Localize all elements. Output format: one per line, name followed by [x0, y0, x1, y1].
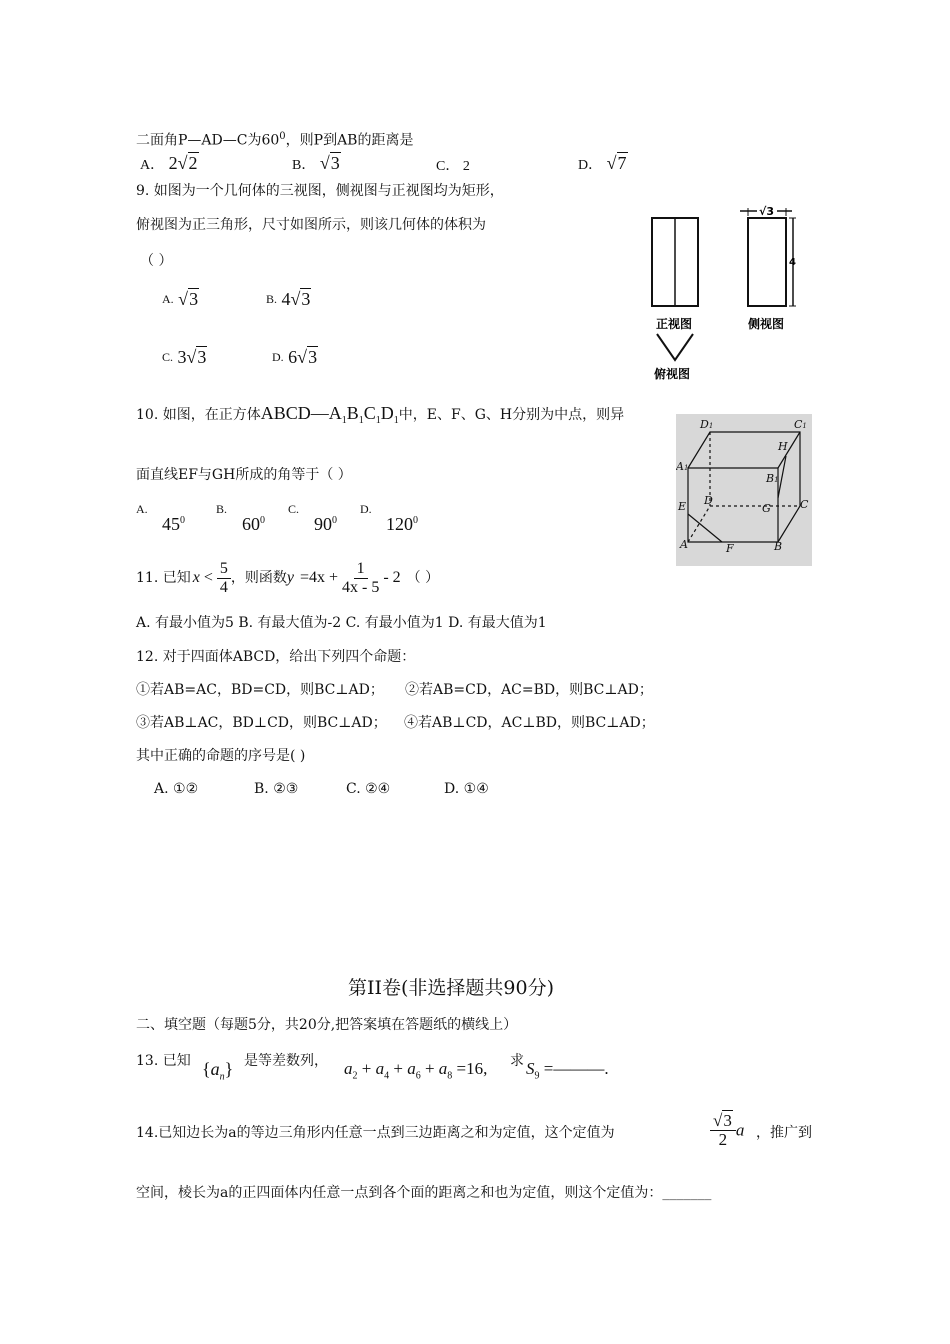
q12-proposition-4: ④若AB⊥CD，AC⊥BD，则BC⊥AD； [404, 715, 655, 731]
svg-text:C1: C1 [794, 418, 807, 431]
q8-option-a: A． 2√2 [140, 153, 198, 173]
three-view-figure [640, 200, 810, 385]
cube-figure-bg [676, 414, 812, 566]
side-view-label: 侧视图 [748, 317, 785, 331]
section-title: 第II卷(非选择题共90分) [348, 977, 555, 999]
svg-text:D: D [704, 494, 713, 507]
q10-option-d-value: $120^0$ [386, 514, 418, 534]
fill-section-title: 二、填空题（每题5分，共20分,把答案填在答题纸的横线上） [136, 1017, 518, 1033]
svg-text:H: H [778, 440, 788, 453]
q10-option-c-value: $90^0$ [314, 514, 337, 534]
q8-option-d: D． √7 [578, 153, 627, 173]
q9-option-a: $^{A.}$ √3 [162, 289, 199, 309]
svg-text:C: C [800, 498, 809, 511]
q12-option-d: D. ①④ [444, 781, 489, 797]
dim-height-label: 4 [789, 257, 796, 268]
svg-text:D1: D1 [700, 418, 714, 431]
q10-option-b: B. [216, 502, 228, 516]
q10-line2: 面直线EF与GH所成的角等于（ ） [136, 467, 352, 483]
q8-stem: 二面角P—AD—C为$60^0$，则P到AB的距离是 [136, 131, 414, 149]
q11-stem: 11. 已知 x < $\frac{5}{4}$ ，则函数 y =4x + $\frac{1}{4x - 5}$ - 2 （ ） [136, 559, 440, 596]
q13-sum: $S_9$ =———. [526, 1059, 609, 1082]
svg-text:B: B [774, 540, 783, 553]
q9-option-c: $^{C.}$ 3√3 [162, 347, 207, 367]
dim-width-label: √3 [759, 205, 774, 218]
q12-option-b: B. ②③ [254, 781, 299, 797]
q12-proposition-2: ②若AB=CD，AC=BD，则BC⊥AD； [405, 682, 653, 698]
q12-proposition-1: ①若AB=AC，BD=CD，则BC⊥AD； [136, 682, 384, 698]
q12-stem: 12. 对于四面体ABCD，给出下列四个命题： [136, 649, 416, 665]
svg-text:F: F [726, 542, 734, 555]
q13-mid: 是等差数列， [244, 1053, 328, 1069]
q9-line2: 俯视图为正三角形，尺寸如图所示，则该几何体的体积为 [136, 217, 486, 233]
q13-prefix: 13. 已知 [136, 1053, 191, 1069]
q13-expression: $a_2 + a_4 + a_6 + a_8 =16$, [344, 1059, 488, 1082]
svg-text:G: G [762, 502, 771, 515]
q10-option-a-value: $45^0$ [162, 514, 185, 534]
q9-option-d: $^{D.}$ 6√3 [272, 347, 318, 367]
svg-text:E: E [678, 500, 687, 513]
svg-text:B1: B1 [766, 472, 779, 485]
svg-text:A: A [680, 538, 688, 551]
q12-option-c: C. ②④ [346, 781, 391, 797]
q9-option-b: $^{B.}$ 4√3 [266, 289, 311, 309]
q14-line1: 14.已知边长为a的等边三角形内任意一点到三边距离之和为定值，这个定值为 [136, 1125, 615, 1141]
q10-option-a: A. [136, 502, 148, 516]
q9-line1: 9. 如图为一个几何体的三视图，侧视图与正视图均为矩形， [136, 183, 504, 199]
q8-option-c: C． 2 [436, 159, 470, 174]
q10-option-d: D. [360, 502, 372, 516]
q12-ask: 其中正确的命题的序号是( ) [136, 748, 306, 764]
q11-options: A. 有最小值为5 B. 有最大值为-2 C. 有最小值为1 D. 有最大值为1 [136, 615, 547, 631]
q13-sequence: $\{a_n\}$ [202, 1059, 234, 1083]
q14-tail: ，推广到 [756, 1125, 812, 1141]
q10-line1: 10. 如图，在正方体$ABCD—A_1B_1C_1D_1$中，E、F、G、H分别为中点，则异 [136, 403, 625, 426]
front-view-label: 正视图 [656, 317, 693, 331]
q8-option-b: B． √3 [292, 153, 340, 173]
svg-text:A1: A1 [676, 460, 689, 473]
top-view-label: 俯视图 [654, 367, 691, 381]
q14-line2: 空间，棱长为a的正四面体内任意一点到各个面的距离之和也为定值，则这个定值为：_______ [136, 1185, 712, 1201]
q10-option-b-value: $60^0$ [242, 514, 265, 534]
side-view-rect [748, 218, 786, 306]
q9-paren: （ ） [140, 253, 173, 269]
q12-proposition-3: ③若AB⊥AC，BD⊥CD，则BC⊥AD； [136, 715, 387, 731]
top-view-triangle [657, 334, 693, 360]
q12-option-a: A. ①② [154, 781, 199, 797]
q10-option-c: C. [288, 502, 300, 516]
q13-ask: 求 [510, 1053, 524, 1069]
q14-fraction: $\frac{√3}{2}$ a [710, 1112, 744, 1149]
cube-figure [676, 414, 812, 566]
